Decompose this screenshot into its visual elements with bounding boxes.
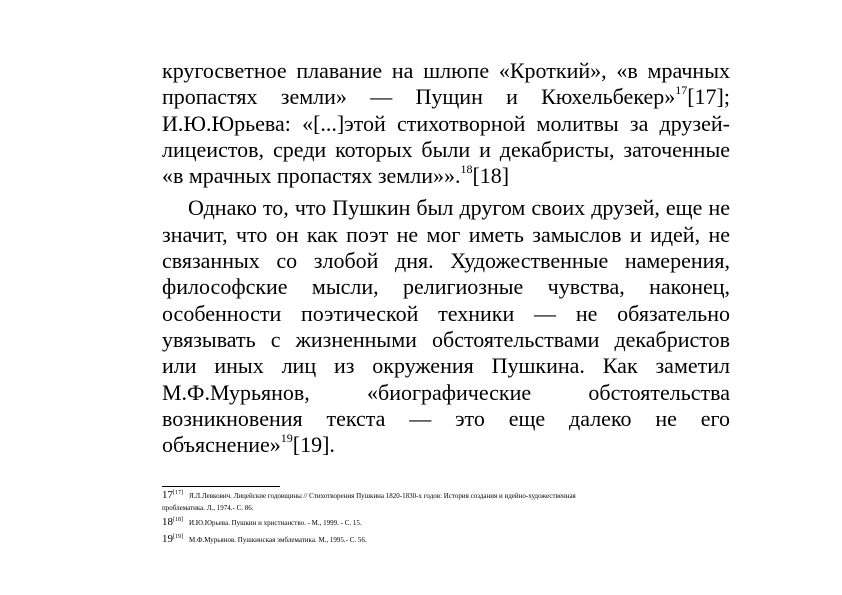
footnote-17 bbox=[162, 488, 730, 513]
paragraph-2-text: Однако то, что Пушкин был другом своих друзей, еще не значит, что он как поэт не мог иметь замыслов и идей, не связанных со злобой дня. Художественные намерения, философские мысли, религиозные чувства, наконец, особенности поэтической техники — не обязательно увязывать с жизненными обстоятельствами декабристов или иных лиц из окружения Пушкина. Как заметил М.Ф.Мурьянов, «биографические обстоятельства возникновения текста — это еще далеко не его объяснение» bbox=[162, 195, 730, 458]
reference-19: [19]. bbox=[292, 432, 335, 458]
paragraph-1 bbox=[162, 58, 730, 189]
footnote-19 bbox=[162, 532, 730, 547]
footnote-number: 17 bbox=[162, 489, 173, 501]
footnote-marker-19[interactable]: 19 bbox=[280, 430, 293, 445]
footnote-text: М.Ф.Мурьянов. Пушкинская эмблематика. М., 1995.- С. 56. bbox=[189, 536, 367, 544]
footnote-18 bbox=[162, 515, 730, 530]
footnote-text: Я.Л.Левкович. Лицейские годовщины // Стихотворения Пушкина 1820-1830-х годов: История создания и идейно-художественная bbox=[189, 492, 576, 500]
paragraph-1-text-b: И.Ю.Юрьева: «[...]этой стихотворной молитвы за друзей-лицеистов, среди которых были и декабристы, заточенные «в мрачных пропастях земли»». bbox=[162, 110, 730, 189]
footnote-number: 19 bbox=[162, 533, 173, 545]
footnote-sup: [19] bbox=[173, 534, 183, 540]
footnote-continuation: проблематика. Л., 1974.- С. 86. bbox=[162, 504, 254, 512]
paragraph-1-text-a: кругосветное плавание на шлюпе «Кроткий», «в мрачных пропастях земли» — Пущин и Кюхельбекер» bbox=[162, 58, 730, 110]
footnote-sup: [17] bbox=[173, 490, 183, 496]
reference-17: [17]; bbox=[687, 84, 730, 110]
footnote-sup: [18] bbox=[173, 517, 183, 523]
footnote-divider bbox=[162, 486, 280, 487]
body-text bbox=[162, 58, 730, 458]
footnote-marker-17[interactable]: 17 bbox=[675, 82, 688, 97]
paragraph-2 bbox=[162, 195, 730, 458]
footnotes bbox=[162, 488, 730, 549]
footnote-number: 18 bbox=[162, 516, 173, 528]
reference-18: [18] bbox=[472, 163, 510, 189]
footnote-marker-18[interactable]: 18 bbox=[460, 161, 473, 176]
footnote-text: И.Ю.Юрьева. Пушкин и христианство. - М., 1999. - С. 15. bbox=[189, 519, 362, 527]
